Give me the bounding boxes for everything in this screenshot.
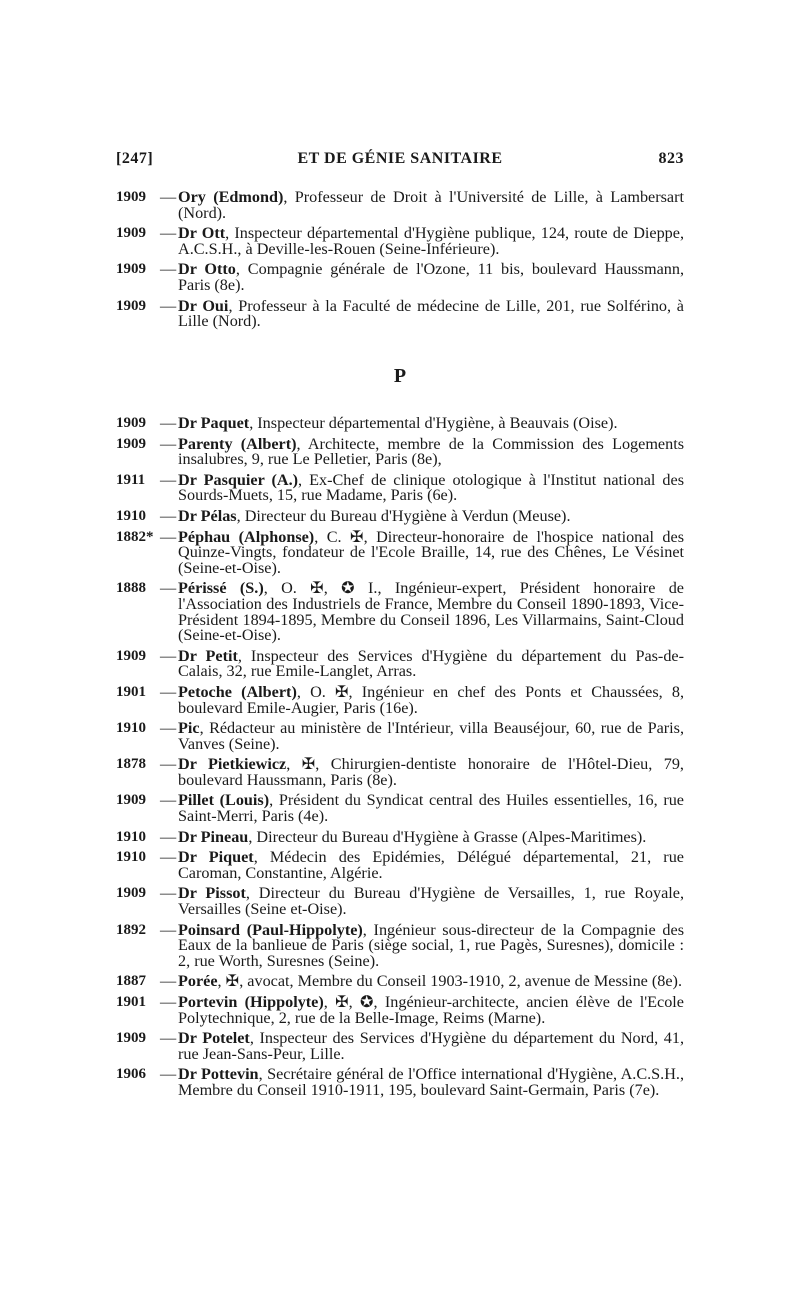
- member-entry: [116, 506, 684, 525]
- entry-name: Portevin (Hippolyte): [178, 993, 324, 1011]
- entry-text: , Médecin des Epidémies, Délégué départemental, 21, rue Caroman, Constantine, Algérie.: [178, 848, 684, 882]
- entry-year: 1909: [116, 435, 146, 452]
- entry-year: 1888: [116, 580, 146, 597]
- entry-dash: —: [160, 1065, 177, 1084]
- page-reference: [247]: [116, 150, 154, 167]
- entry-name: Parenty (Albert): [178, 434, 297, 453]
- entry-text: , ✠, ✪, Ingénieur-architecte, ancien élève de l'Ecole Polytechnique, 2, rue de la Belle-Image, Reims (Marne).: [178, 993, 684, 1027]
- entry-text: , ✠, Chirurgien-dentiste honoraire de l'Hôtel-Dieu, 79, boulevard Haussmann, Paris (8e).: [178, 755, 684, 789]
- entry-text: , Professeur de Droit à l'Université de Lille, à Lambersart (Nord).: [178, 188, 684, 222]
- entry-year: 1906: [116, 1066, 146, 1083]
- entry-dash: —: [160, 972, 177, 991]
- member-entry: [116, 1031, 684, 1062]
- member-entry: [116, 827, 684, 846]
- entry-dash: —: [160, 506, 177, 525]
- entry-name: Dr Oui: [178, 296, 229, 315]
- entry-year: 1911: [116, 471, 146, 488]
- entry-year: 1909: [116, 885, 146, 902]
- member-entry: [116, 646, 684, 681]
- member-entry: [116, 416, 684, 432]
- entry-text: , O. ✠, ✪ I., Ingénieur-expert, Président honoraire de l'Association des Industriels de France, Membre du Conseil 1890-1893, Vice-Président 1894-1895, Membre du Conseil 1896, Les Villarmains, Saint-Cloud (Seine-et-Oise).: [178, 579, 684, 645]
- entry-name: Dr Piquet: [178, 848, 254, 867]
- member-entry: [116, 995, 684, 1026]
- member-entry: [116, 470, 685, 505]
- entry-name: Dr Otto: [178, 260, 236, 279]
- entry-year: 1909: [116, 792, 146, 809]
- entry-year: 1909: [116, 225, 146, 242]
- member-entry: [116, 226, 684, 257]
- entry-year: 1910: [116, 828, 146, 845]
- entry-dash: —: [160, 920, 177, 939]
- page-number: 823: [658, 150, 684, 167]
- member-entry: [116, 296, 684, 331]
- entry-dash: —: [160, 993, 177, 1011]
- entry-year: 1909: [116, 415, 146, 431]
- entry-year: 1887: [116, 973, 146, 990]
- entry-year: 1901: [116, 683, 146, 700]
- entry-text: , Directeur du Bureau d'Hygiène à Grasse (Alpes-Maritimes).: [248, 827, 647, 846]
- entry-dash: —: [160, 224, 177, 243]
- entry-text: , Directeur du Bureau d'Hygiène à Verdun (Meuse).: [236, 506, 571, 525]
- entry-year: 1909: [116, 189, 146, 205]
- entry-text: , Ingénieur sous-directeur de la Compagnie des Eaux de la banlieue de Paris (siège social, 1, rue Pagès, Suresnes), domicile : 2, rue Worth, Suresnes (Seine).: [178, 920, 685, 970]
- member-entry: [116, 682, 684, 717]
- entry-year: 1901: [116, 994, 146, 1010]
- entry-dash: —: [160, 527, 177, 546]
- entry-year: 1882*: [116, 528, 154, 545]
- entry-dash: —: [160, 434, 177, 453]
- entry-text: , Ex-Chef de clinique otologique à l'Institut national des Sourds-Muets, 15, rue Madame, Paris (6e).: [178, 470, 685, 505]
- entry-text: , Architecte, membre de la Commission des Logements insalubres, 9, rue Le Pelletier, Paris (8e),: [178, 434, 684, 469]
- entry-name: Dr Petit: [178, 646, 238, 665]
- entry-text: , ✠, avocat, Membre du Conseil 1903-1910, 2, avenue de Messine (8e).: [217, 972, 682, 991]
- entry-dash: —: [160, 827, 177, 846]
- section-letter: P: [393, 365, 407, 387]
- entry-text: , O. ✠, Ingénieur en chef des Ponts et Chaussées, 8, boulevard Emile-Augier, Paris (16e).: [178, 682, 684, 717]
- entry-text: , Secrétaire général de l'Office international d'Hygiène, A.C.S.H., Membre du Conseil 1910-1911, 195, boulevard Saint-Germain, Paris (7e).: [178, 1065, 685, 1099]
- entry-text: , Président du Syndicat central des Huiles essentielles, 16, rue Saint-Merri, Paris (4e).: [178, 791, 684, 826]
- entry-year: 1909: [116, 1030, 146, 1047]
- entry-text: , Directeur du Bureau d'Hygiène de Versailles, 1, rue Royale, Versailles (Seine et-Oise).: [178, 884, 684, 919]
- entry-year: 1910: [116, 507, 146, 524]
- entry-text: , Professeur à la Faculté de médecine de Lille, 201, rue Solférino, à Lille (Nord).: [178, 296, 684, 331]
- entry-name: Dr Ott: [178, 224, 226, 243]
- entry-name: Poinsard (Paul-Hippolyte): [178, 920, 363, 939]
- entry-year: 1909: [116, 297, 146, 314]
- member-entry: [116, 434, 684, 469]
- entry-year: 1909: [116, 647, 146, 664]
- entry-text: , C. ✠, Directeur-honoraire de l'hospice national des Quinze-Vingts, fondateur de l'Ecole Braille, 14, rue des Chênes, Le Vésinet (Seine-et-Oise).: [178, 527, 684, 577]
- member-entry: [116, 527, 684, 577]
- entry-dash: —: [160, 791, 177, 810]
- entry-dash: —: [160, 470, 177, 489]
- entries-section-p: [116, 416, 684, 1104]
- member-entry: [116, 757, 684, 788]
- entry-text: , Inspecteur des Services d'Hygiène du département du Pas-de-Calais, 32, rue Emile-Langlet, Arras.: [178, 646, 684, 681]
- entries-before-section: [116, 190, 684, 335]
- entry-year: 1892: [116, 921, 146, 938]
- entry-name: Dr Potelet: [178, 1029, 250, 1048]
- entry-text: , Inspecteur départemental d'Hygiène, à Beauvais (Oise).: [249, 414, 618, 432]
- entry-dash: —: [160, 579, 177, 598]
- member-entry: [116, 581, 684, 643]
- member-entry: [116, 721, 684, 752]
- entry-name: Pillet (Louis): [178, 791, 270, 810]
- entry-name: Dr Pietkiewicz: [178, 755, 287, 774]
- entry-text: , Rédacteur au ministère de l'Intérieur, villa Beauséjour, 60, rue de Paris, Vanves (Seine).: [178, 719, 684, 753]
- entry-dash: —: [160, 646, 177, 665]
- entry-dash: —: [160, 884, 177, 903]
- entry-text: , Compagnie générale de l'Ozone, 11 bis, boulevard Haussmann, Paris (8e).: [178, 260, 684, 294]
- entry-name: Dr Pineau: [178, 827, 249, 846]
- entry-text: , Inspecteur départemental d'Hygiène publique, 124, route de Dieppe, A.C.S.H., à Deville-les-Rouen (Seine-Inférieure).: [178, 224, 684, 258]
- entry-name: Dr Pélas: [178, 506, 237, 525]
- entry-year: 1910: [116, 849, 146, 866]
- entry-dash: —: [160, 260, 177, 279]
- entry-dash: —: [160, 414, 177, 432]
- entry-text: , Inspecteur des Services d'Hygiène du département du Nord, 41, rue Jean-Sans-Peur, Lille.: [178, 1029, 684, 1063]
- entry-name: Dr Pasquier (A.): [178, 470, 299, 489]
- entry-name: Dr Pissot: [178, 884, 246, 903]
- member-entry: [116, 850, 684, 881]
- entry-name: Porée: [178, 972, 218, 991]
- entry-name: Péphau (Alphonse): [178, 527, 315, 546]
- member-entry: [116, 190, 684, 221]
- member-entry: [116, 262, 684, 293]
- member-entry: [116, 974, 684, 990]
- entry-year: 1909: [116, 261, 146, 278]
- entry-year: 1910: [116, 720, 146, 737]
- entry-name: Périssé (S.): [178, 579, 264, 598]
- entry-dash: —: [160, 1029, 177, 1048]
- member-entry: [116, 1067, 684, 1098]
- entry-dash: —: [160, 188, 177, 206]
- entry-name: Ory (Edmond): [178, 188, 284, 206]
- entry-dash: —: [160, 848, 177, 867]
- member-entry: [116, 920, 685, 970]
- entry-name: Pic: [178, 719, 200, 738]
- member-entry: [116, 886, 684, 917]
- member-entry: [116, 793, 684, 824]
- entry-name: Petoche (Albert): [178, 682, 297, 701]
- entry-dash: —: [160, 682, 177, 701]
- entry-dash: —: [160, 719, 177, 738]
- entry-name: Dr Paquet: [178, 414, 250, 432]
- running-title: ET DE GÉNIE SANITAIRE: [297, 150, 503, 167]
- entry-dash: —: [160, 755, 177, 774]
- entry-year: 1878: [116, 756, 146, 773]
- entry-name: Dr Pottevin: [178, 1065, 259, 1084]
- entry-dash: —: [160, 296, 177, 315]
